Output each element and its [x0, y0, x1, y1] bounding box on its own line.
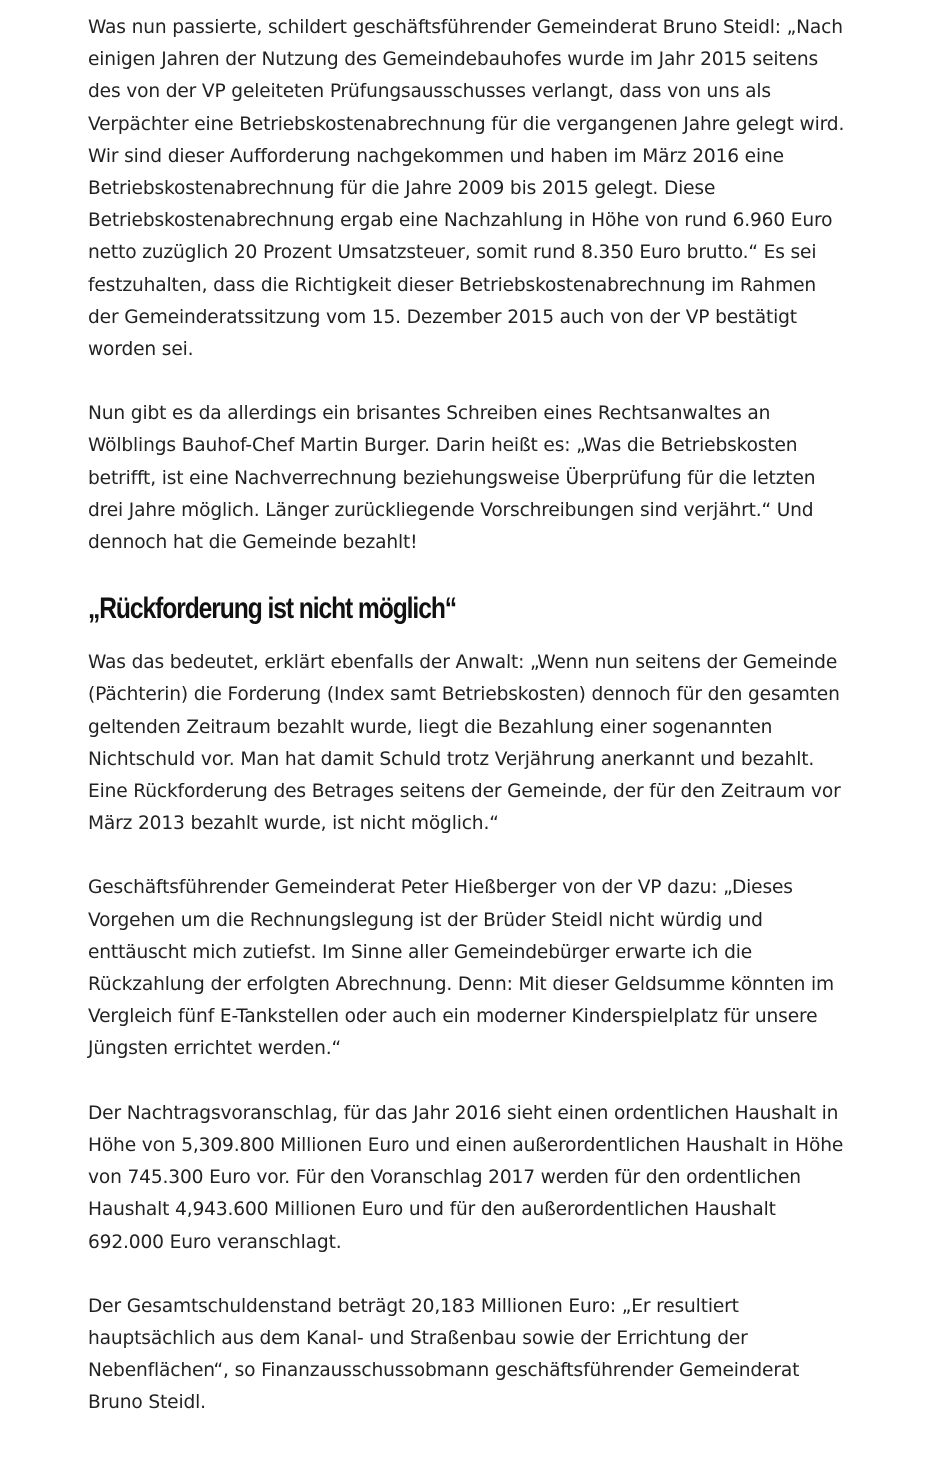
- article-paragraph-1: Was nun passierte, schildert geschäftsführender Gemeinderat Bruno Steidl: „Nach einigen Jahren der Nutzung des Gemeindebauhofes wurde im Jahr 2015 seitens des von der VP geleiteten Prüfungsausschusses verlangt, dass von uns als Verpächter eine Betriebskostenabrechnung für die vergangenen Jahre gelegt wird. Wir sind dieser Aufforderung nachgekommen und haben im März 2016 eine Betriebskostenabrechnung für die Jahre 2009 bis 2015 gelegt. Diese Betriebskostenabrechnung ergab eine Nachzahlung in Höhe von rund 6.960 Euro netto zuzüglich 20 Prozent Umsatzsteuer, somit rund 8.350 Euro brutto.“ Es sei festzuhalten, dass die Richtigkeit dieser Betriebskostenabrechnung im Rahmen der Gemeinderatssitzung vom 15. Dezember 2015 auch von der VP bestätigt worden sei.: [88, 17, 845, 361]
- article-paragraph-6: Der Gesamtschuldenstand beträgt 20,183 Millionen Euro: „Er resultiert hauptsächlich aus dem Kanal- und Straßenbau sowie der Errichtung der Nebenflächen“, so Finanzausschussobmann geschäftsführender Gemeinderat Bruno Steidl.: [88, 1295, 800, 1414]
- article-body: [88, 12, 846, 1452]
- article-paragraph-5: Der Nachtragsvoranschlag, für das Jahr 2016 sieht einen ordentlichen Haushalt in Höhe von 5,309.800 Millionen Euro und einen außerordentlichen Haushalt in Höhe von 745.300 Euro vor. Für den Voranschlag 2017 werden für den ordentlichen Haushalt 4,943.600 Millionen Euro und für den außerordentlichen Haushalt 692.000 Euro veranschlagt.: [88, 1102, 844, 1253]
- article-subheading: „Rückforderung ist nicht möglich“: [88, 592, 457, 626]
- article-paragraph-2: Nun gibt es da allerdings ein brisantes Schreiben eines Rechtsanwaltes an Wölblings Bauhof-Chef Martin Burger. Darin heißt es: „Was die Betriebskosten betrifft, ist eine Nachverrechnung beziehungsweise Überprüfung für die letzten drei Jahre möglich. Länger zurückliegende Vorschreibungen sind verjährt.“ Und dennoch hat die Gemeinde bezahlt!: [88, 403, 816, 554]
- article-paragraph-3: Was das bedeutet, erklärt ebenfalls der Anwalt: „Wenn nun seitens der Gemeinde (Pächterin) die Forderung (Index samt Betriebskosten) dennoch für den gesamten geltenden Zeitraum bezahlt wurde, liegt die Bezahlung einer sogenannten Nichtschuld vor. Man hat damit Schuld trotz Verjährung anerkannt und bezahlt. Eine Rückforderung des Betrages seitens der Gemeinde, der für den Zeitraum vor März 2013 bezahlt wurde, ist nicht möglich.“: [88, 652, 841, 835]
- article-paragraph-4: Geschäftsführender Gemeinderat Peter Hießberger von der VP dazu: „Dieses Vorgehen um die Rechnungslegung ist der Brüder Steidl nicht würdig und enttäuscht mich zutiefst. Im Sinne aller Gemeindebürger erwarte ich die Rückzahlung der erfolgten Abrechnung. Denn: Mit dieser Geldsumme könnten im Vergleich fünf E-Tankstellen oder auch ein moderner Kinderspielplatz für unsere Jüngsten errichtet werden.“: [88, 877, 834, 1060]
